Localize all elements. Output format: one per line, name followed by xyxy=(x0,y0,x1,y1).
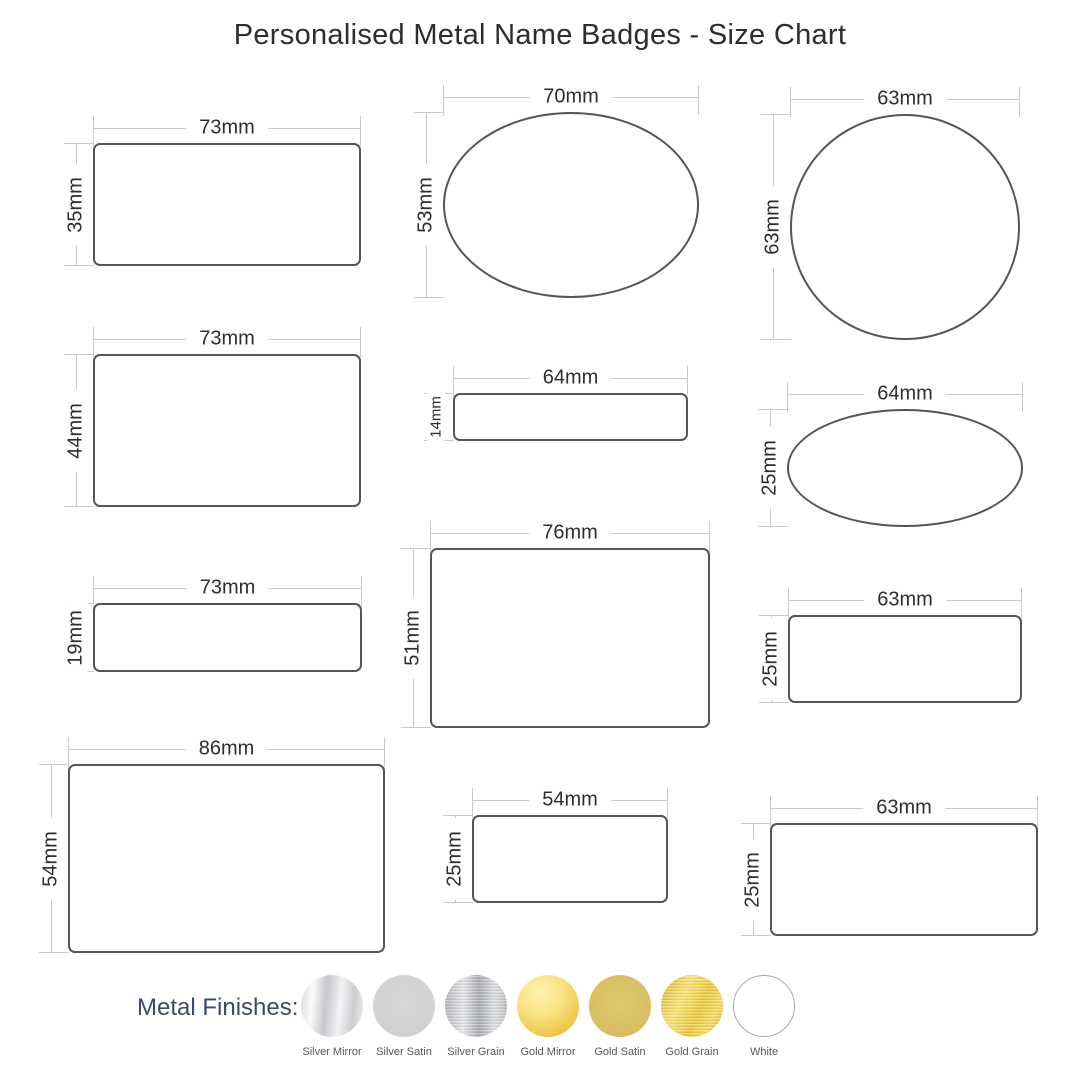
finish-item xyxy=(589,975,651,1058)
dimension-tick xyxy=(360,116,361,146)
dimension-tick xyxy=(64,354,94,355)
finish-name: Silver Mirror xyxy=(302,1046,362,1058)
finish-swatch-gold-grain-icon xyxy=(661,975,723,1037)
dimension-tick xyxy=(1022,382,1023,412)
dimension-tick xyxy=(741,935,771,936)
dimension-tick xyxy=(698,85,699,115)
finish-swatch-gold-satin-icon xyxy=(589,975,651,1037)
height-dimension-label: 63mm xyxy=(762,186,785,268)
dimension-tick xyxy=(443,85,444,115)
finish-item xyxy=(445,975,507,1058)
dimension-tick xyxy=(770,796,771,826)
width-dimension-label: 86mm xyxy=(186,738,268,761)
finish-swatch-gold-mirror-icon xyxy=(517,975,579,1037)
dimension-tick xyxy=(761,114,791,115)
dimension-tick xyxy=(667,788,668,818)
width-dimension-label: 64mm xyxy=(530,367,612,390)
dimension-tick xyxy=(761,339,791,340)
finish-name: Gold Satin xyxy=(594,1046,646,1058)
width-dimension-label: 73mm xyxy=(186,117,268,140)
finish-name: White xyxy=(749,1046,779,1058)
dimension-tick xyxy=(64,265,94,266)
badge-shape xyxy=(770,823,1038,936)
width-dimension-label: 63mm xyxy=(864,88,946,111)
dimension-tick xyxy=(1021,588,1022,618)
dimension-tick xyxy=(709,521,710,551)
badge-shape xyxy=(788,615,1022,703)
width-dimension-label: 63mm xyxy=(864,589,946,612)
metal-finishes-row xyxy=(301,975,795,1058)
dimension-tick xyxy=(1037,796,1038,826)
dimension-tick xyxy=(759,702,789,703)
finish-swatch-silver-grain-icon xyxy=(445,975,507,1037)
dimension-tick xyxy=(93,576,94,606)
badge-shape xyxy=(93,603,362,672)
height-dimension-label: 35mm xyxy=(65,164,88,246)
width-dimension-label: 73mm xyxy=(186,328,268,351)
width-dimension-label: 54mm xyxy=(529,789,611,812)
badge-shape xyxy=(453,393,688,441)
dimension-tick xyxy=(68,737,69,767)
badge-shape xyxy=(787,409,1023,527)
finish-swatch-white-icon xyxy=(733,975,795,1037)
dimension-tick xyxy=(401,548,431,549)
finish-swatch-silver-mirror-icon xyxy=(301,975,363,1037)
finish-item xyxy=(733,975,795,1058)
dimension-tick xyxy=(758,409,788,410)
finish-swatch-silver-satin-icon xyxy=(373,975,435,1037)
width-dimension-label: 63mm xyxy=(863,797,945,820)
dimension-tick xyxy=(788,588,789,618)
dimension-tick xyxy=(443,815,473,816)
dimension-tick xyxy=(384,737,385,767)
height-dimension-label: 25mm xyxy=(759,427,782,509)
finish-item xyxy=(661,975,723,1058)
finish-name: Gold Grain xyxy=(665,1046,719,1058)
badge-shape xyxy=(93,354,361,507)
dimension-tick xyxy=(687,366,688,396)
dimension-tick xyxy=(361,576,362,606)
width-dimension-label: 64mm xyxy=(864,383,946,406)
dimension-tick xyxy=(1019,87,1020,117)
finish-item xyxy=(301,975,363,1058)
height-dimension-label: 25mm xyxy=(760,618,783,700)
dimension-tick xyxy=(414,112,444,113)
badge-shape xyxy=(790,114,1020,340)
dimension-tick xyxy=(787,382,788,412)
badge-shape xyxy=(68,764,385,953)
height-dimension-label: 14mm xyxy=(427,389,444,445)
finish-name: Silver Satin xyxy=(376,1046,432,1058)
dimension-tick xyxy=(64,506,94,507)
dimension-tick xyxy=(360,327,361,357)
dimension-tick xyxy=(453,366,454,396)
dimension-tick xyxy=(759,615,789,616)
badge-shape xyxy=(472,815,668,903)
badge-shape xyxy=(430,548,710,728)
finish-item xyxy=(517,975,579,1058)
dimension-tick xyxy=(741,823,771,824)
width-dimension-label: 73mm xyxy=(187,577,269,600)
dimension-tick xyxy=(430,521,431,551)
finish-name: Gold Mirror xyxy=(520,1046,576,1058)
dimension-tick xyxy=(443,902,473,903)
finish-name: Silver Grain xyxy=(447,1046,505,1058)
dimension-tick xyxy=(790,87,791,117)
dimension-tick xyxy=(93,116,94,146)
width-dimension-label: 76mm xyxy=(529,522,611,545)
height-dimension-label: 25mm xyxy=(742,839,765,921)
height-dimension-label: 25mm xyxy=(444,818,467,900)
badge-shape xyxy=(443,112,699,298)
page-title: Personalised Metal Name Badges - Size Chart xyxy=(233,19,847,51)
dimension-tick xyxy=(414,297,444,298)
height-dimension-label: 51mm xyxy=(402,597,425,679)
dimension-tick xyxy=(758,526,788,527)
dimension-tick xyxy=(472,788,473,818)
metal-finishes-label: Metal Finishes: xyxy=(137,994,299,1021)
dimension-tick xyxy=(93,327,94,357)
dimension-tick xyxy=(39,952,69,953)
height-dimension-label: 44mm xyxy=(65,390,88,472)
height-dimension-label: 19mm xyxy=(65,597,88,679)
dimension-tick xyxy=(401,727,431,728)
dimension-tick xyxy=(39,764,69,765)
height-dimension-label: 53mm xyxy=(415,164,438,246)
width-dimension-label: 70mm xyxy=(530,86,612,109)
height-dimension-label: 54mm xyxy=(40,818,63,900)
finish-item xyxy=(373,975,435,1058)
dimension-tick xyxy=(64,143,94,144)
badge-shape xyxy=(93,143,361,266)
